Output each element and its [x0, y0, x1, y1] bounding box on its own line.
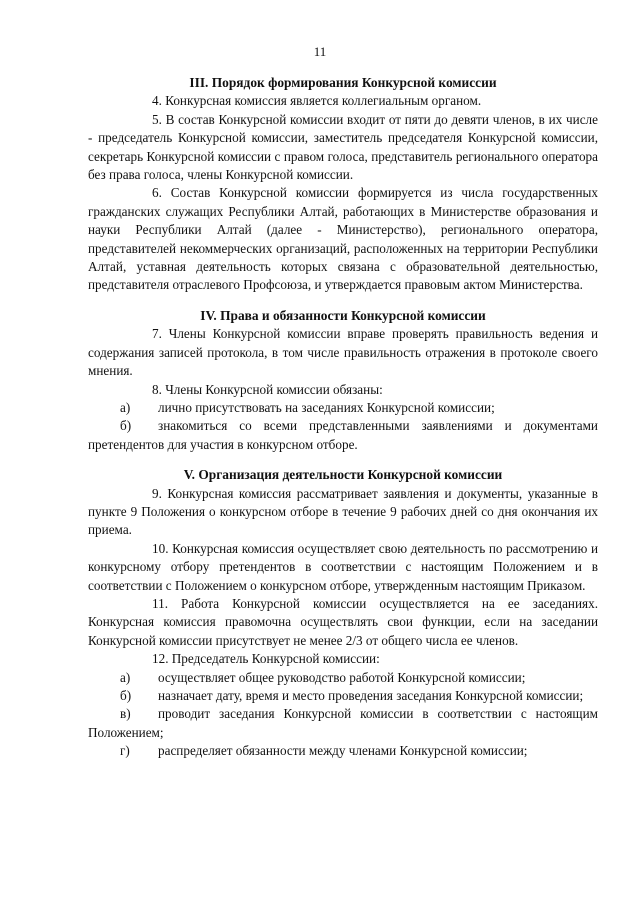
paragraph-8-number: 8.: [152, 381, 162, 397]
paragraph-12-number: 12.: [152, 651, 169, 667]
paragraph-11: [88, 595, 598, 650]
paragraph-9: [88, 485, 598, 540]
paragraph-12a-marker: а): [120, 669, 131, 685]
paragraph-12b-marker: б): [120, 688, 132, 703]
paragraph-12: [88, 650, 598, 668]
paragraph-4-text: Конкурсная комиссия является коллегиальным органом.: [165, 93, 482, 109]
paragraph-12c: [88, 705, 598, 742]
paragraph-9-text: Конкурсная комиссия рассматривает заявления и документы, указанные в пункте 9 Положения о конкурсном отборе в течение 9 рабочих дней со дня окончания их приема.: [88, 485, 598, 538]
paragraph-11-text: Работа Конкурсной комиссии осуществляется на ее заседаниях. Конкурсная комиссия правомочна осуществлять свои функции, если на заседании Конкурсной комиссии присутствует не менее 2/3 от общего числа ее членов.: [88, 595, 598, 648]
paragraph-7: [88, 325, 598, 380]
document-body: [88, 74, 598, 761]
paragraph-8b: [88, 417, 598, 454]
paragraph-12a: [88, 669, 598, 687]
paragraph-11-number: 11.: [152, 595, 168, 611]
paragraph-8: [88, 381, 598, 399]
paragraph-12d: [88, 742, 598, 760]
paragraph-8b-marker: б): [120, 418, 132, 434]
paragraph-7-number: 7.: [152, 326, 162, 342]
section-5-title: V. Организация деятельности Конкурсной комиссии: [183, 467, 503, 483]
paragraph-8a: [88, 399, 598, 417]
paragraph-4-number: 4.: [152, 93, 162, 109]
paragraph-12b-text: назначает дату, время и место проведения заседания Конкурсной комиссии;: [158, 688, 584, 703]
paragraph-9-number: 9.: [152, 485, 162, 501]
paragraph-12d-text: распределяет обязанности между членами Конкурсной комиссии;: [158, 743, 528, 759]
paragraph-8a-text: лично присутствовать на заседаниях Конкурсной комиссии;: [158, 399, 495, 415]
paragraph-10: [88, 540, 598, 595]
paragraph-12a-text: осуществляет общее руководство работой Конкурсной комиссии;: [158, 669, 526, 685]
paragraph-12c-text: проводит заседания Конкурсной комиссии в соответствии с настоящим Положением;: [88, 706, 598, 740]
paragraph-12d-marker: г): [120, 743, 130, 759]
section-4-title: IV. Права и обязанности Конкурсной комиссии: [200, 307, 486, 323]
page-number: 11: [313, 44, 327, 59]
paragraph-5-text: В состав Конкурсной комиссии входит от пяти до девяти членов, в их числе - председатель Конкурсной комиссии, заместитель председателя Конкурсной комиссии, секретарь Конкурсной комиссии с правом голоса, представитель регионального оператора без права голоса, члены Конкурсной комиссии.: [88, 111, 598, 183]
paragraph-10-number: 10.: [152, 540, 169, 556]
paragraph-6-number: 6.: [152, 185, 162, 201]
paragraph-8a-marker: а): [120, 399, 131, 415]
paragraph-5-number: 5.: [152, 111, 162, 127]
paragraph-6: [88, 184, 598, 294]
paragraph-6-text: Состав Конкурсной комиссии формируется из числа государственных гражданских служащих Республики Алтай, работающих в Министерстве образования и науки Республики Алтай (далее - Министерство), регионального оператора, представителей некоммерческих организаций, расположенных на территории Республики Алтай, уставная деятельность которых связана с образовательной деятельностью, представителя отраслевого Профсоюза, и утверждается правовым актом Министерства.: [88, 185, 598, 293]
paragraph-12-text: Председатель Конкурсной комиссии:: [171, 651, 380, 667]
paragraph-5: [88, 111, 598, 185]
paragraph-12c-marker: в): [120, 706, 131, 722]
paragraph-12b: [88, 687, 598, 705]
paragraph-8b-text: знакомиться со всеми представленными заявлениями и документами претендентов для участия в конкурсном отборе.: [88, 418, 598, 452]
paragraph-7-text: Члены Конкурсной комиссии вправе проверять правильность ведения и содержания записей протокола, в том числе правильность отражения в протоколе своего мнения.: [88, 326, 599, 379]
paragraph-4: [88, 92, 598, 110]
paragraph-10-text: Конкурсная комиссия осуществляет свою деятельность по рассмотрению и конкурсному отбору претендентов в соответствии с настоящим Положением и в соответствии с Положением о конкурсном отборе, утвержденным настоящим Приказом.: [88, 540, 598, 593]
section-3-title: III. Порядок формирования Конкурсной комиссии: [189, 75, 497, 90]
paragraph-8-text: Члены Конкурсной комиссии обязаны:: [165, 381, 383, 397]
